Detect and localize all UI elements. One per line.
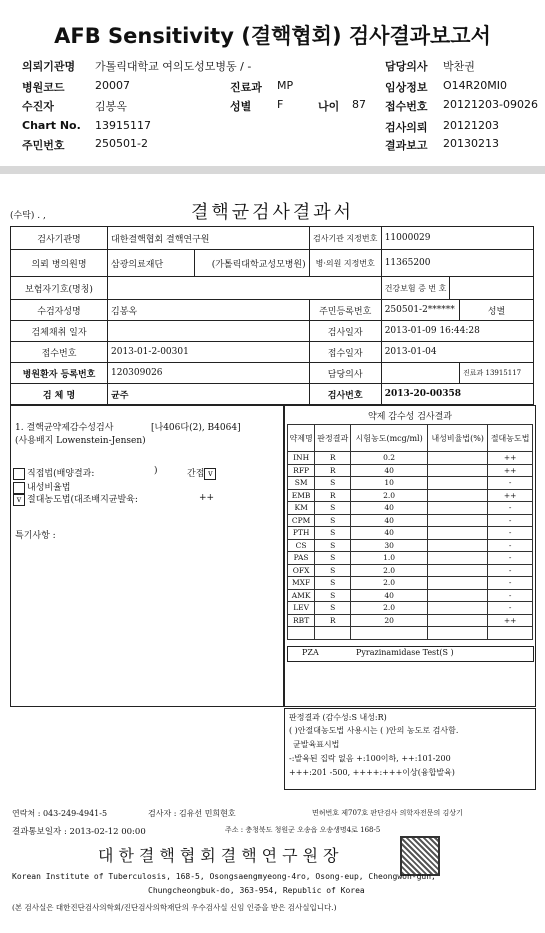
drug-cell <box>428 477 488 490</box>
drug-panel <box>284 405 536 707</box>
drug-cell: 30 <box>351 539 428 552</box>
pza-row <box>287 646 534 662</box>
testdate-value: 2013-01-09 16:44:28 <box>381 321 533 342</box>
drug-table <box>287 424 533 640</box>
drug-cell: CS <box>288 539 315 552</box>
accept-label: 접수번호 <box>11 342 108 363</box>
field-value: 20130213 <box>443 137 499 150</box>
drug-cell: R <box>315 614 351 627</box>
drug-cell <box>428 627 488 640</box>
drug-cell: - <box>488 527 533 540</box>
drug-cell: AMK <box>288 589 315 602</box>
report-title: AFB Sensitivity (결핵협회) 검사결과보고서 <box>54 24 491 48</box>
pza-label: PZA <box>302 648 319 657</box>
drug-cell: - <box>488 577 533 590</box>
drug-cell: OFX <box>288 564 315 577</box>
judgement-box <box>284 708 536 790</box>
drug-col-header: 시험농도(mcg/ml) <box>351 425 428 452</box>
drug-row <box>288 527 533 540</box>
drug-cell: 2.0 <box>351 602 428 615</box>
drug-cell: RBT <box>288 614 315 627</box>
drug-cell: - <box>488 514 533 527</box>
regno-label: 병원환자 등록번호 <box>11 363 108 384</box>
regno-value: 120309026 <box>108 363 310 384</box>
accept-value: 2013-01-2-00301 <box>108 342 310 363</box>
footer-address-en: Korean Institute of Tuberculosis, 168-5, Osongsaengmyeong-4ro, Osong-eup, Cheongwon-gun, <box>12 872 436 881</box>
drug-cell: 2.0 <box>351 564 428 577</box>
drug-row <box>288 489 533 502</box>
drug-cell: 2.0 <box>351 577 428 590</box>
drug-cell: SM <box>288 477 315 490</box>
sex-label: 성별 <box>459 300 533 321</box>
drug-cell: - <box>488 564 533 577</box>
field-label: 결과보고 <box>385 139 428 152</box>
drug-cell <box>351 627 428 640</box>
rrn-value: 250501-2****** <box>381 300 459 321</box>
field-value: MP <box>277 79 294 92</box>
notes-label: 특기사항 : <box>15 531 56 541</box>
drug-col-header: 절대농도법 <box>488 425 533 452</box>
field-value: 20121203 <box>443 119 499 132</box>
testdate-label: 검사일자 <box>309 321 381 342</box>
dept-value: 13915117 <box>485 369 522 377</box>
corner-label: (수탁) . , <box>10 211 46 221</box>
drug-cell: 20 <box>351 614 428 627</box>
footer-phone: 연락처 : 043-249-4941-5 <box>12 809 108 818</box>
drug-cell: 0.2 <box>351 452 428 465</box>
rrn-label: 주민등록번호 <box>309 300 381 321</box>
method-line1: 1. 결핵균약제감수성검사 <box>15 423 114 433</box>
acceptdate-label: 접수일자 <box>309 342 381 363</box>
opt-indirect: 간접 <box>187 469 205 479</box>
drug-cell: S <box>315 589 351 602</box>
hosp-code-value: 11365200 <box>381 250 533 277</box>
patient-label: 수검자성명 <box>11 300 108 321</box>
dept-label: 진료과 <box>462 369 484 377</box>
drug-cell: PAS <box>288 552 315 565</box>
method-panel <box>10 405 284 707</box>
field-label: 접수번호 <box>385 100 428 113</box>
drug-row <box>288 589 533 602</box>
drug-cell <box>315 627 351 640</box>
opt-direct: 직접법(배양결과: <box>27 469 95 479</box>
drug-cell: - <box>488 539 533 552</box>
judgement-line: +++:201 -500, ++++:+++이상(융합발육) <box>289 768 455 777</box>
hosp-label: 의뢰 병의원명 <box>11 250 108 277</box>
drug-row <box>288 539 533 552</box>
drug-row <box>288 627 533 640</box>
drug-cell: 1.0 <box>351 552 428 565</box>
field-value: O14R20MI0 <box>443 79 508 92</box>
drug-cell: 2.0 <box>351 489 428 502</box>
drug-cell <box>288 627 315 640</box>
field-value: 박찬권 <box>443 60 475 73</box>
footer-inspector: 검사자 : 김유선 민희현호 <box>148 809 236 818</box>
drug-cell <box>428 464 488 477</box>
drug-cell <box>428 564 488 577</box>
drug-cell: 40 <box>351 514 428 527</box>
drug-cell <box>428 577 488 590</box>
drug-cell <box>428 614 488 627</box>
field-value: 250501-2 <box>95 137 148 150</box>
official-seal <box>400 836 440 876</box>
drug-cell: S <box>315 602 351 615</box>
drug-cell: MXF <box>288 577 315 590</box>
drug-cell: 40 <box>351 464 428 477</box>
info-grid <box>10 226 534 405</box>
drug-cell <box>428 502 488 515</box>
opt-direct-close: ) <box>154 466 158 476</box>
hosp-sub: (가톨릭대학교성모병원) <box>195 250 310 277</box>
field-value: 김봉옥 <box>95 100 127 113</box>
drug-cell: S <box>315 514 351 527</box>
footer-address-en2: Chungcheongbuk-do, 363-954, Republic of Korea <box>148 886 365 895</box>
field-label: 검사의뢰 <box>385 121 428 134</box>
drug-cell: 40 <box>351 502 428 515</box>
acceptdate-value: 2013-01-04 <box>381 342 533 363</box>
drug-cell: PTH <box>288 527 315 540</box>
drug-cell <box>428 589 488 602</box>
drug-cell <box>488 627 533 640</box>
field-label: 임상정보 <box>385 81 428 94</box>
specimen-label: 검 체 명 <box>11 384 108 405</box>
drug-cell: - <box>488 552 533 565</box>
drug-row <box>288 614 533 627</box>
divider <box>0 166 545 174</box>
drug-cell: ++ <box>488 452 533 465</box>
hosp-value: 삼광의료재단 <box>108 250 195 277</box>
method-code: [나406다(2), B4064] <box>151 423 241 433</box>
drug-row <box>288 602 533 615</box>
field-label: 의뢰기관명 <box>22 60 76 73</box>
drug-cell: ++ <box>488 489 533 502</box>
opt-absolute: 절대농도법(대조배지균발육: <box>27 495 138 505</box>
field-value: 20007 <box>95 79 130 92</box>
drug-cell <box>428 489 488 502</box>
drug-col-header: 약제명 <box>288 425 315 452</box>
drug-cell: S <box>315 502 351 515</box>
footer-org: 대한결핵협회결핵연구원장 <box>98 846 344 865</box>
method-medium: (사용배지 Lowenstein-Jensen) <box>15 436 146 446</box>
code-value: 11000029 <box>381 227 533 250</box>
drug-cell: 10 <box>351 477 428 490</box>
scan-title: 결핵균검사결과서 <box>190 202 355 223</box>
drug-cell: - <box>488 477 533 490</box>
judgement-line: ( )안절대농도법 사용시는 ( )안의 농도로 검사함. <box>289 726 459 735</box>
drug-cell: LEV <box>288 602 315 615</box>
field-label: 진료과 <box>230 81 262 94</box>
drug-row <box>288 577 533 590</box>
drug-cell: R <box>315 464 351 477</box>
field-value: F <box>277 98 284 111</box>
testno-value: 2013-20-00358 <box>381 384 533 405</box>
drug-row <box>288 552 533 565</box>
field-label: 병원코드 <box>22 81 65 94</box>
field-label: Chart No. <box>22 119 81 132</box>
opt-absolute-growth: ++ <box>199 493 215 503</box>
drug-cell <box>428 539 488 552</box>
insur-label: 보험자기호(명칭) <box>11 277 108 300</box>
testno-label: 검사번호 <box>309 384 381 405</box>
drug-cell: S <box>315 539 351 552</box>
footer-address: 주소 : 충청북도 청원군 오송읍 오송생명4로 168-5 <box>225 826 381 834</box>
pza-value: Pyrazinamidase Test(S ) <box>356 648 454 657</box>
drug-cell <box>428 527 488 540</box>
code-label: 검사기관 지정번호 <box>309 227 381 250</box>
footer-license: 면허번호 제707호 판단검사 의학자전문의 김상기 <box>312 809 463 817</box>
inst-value: 대한결핵협회 결핵연구원 <box>108 227 310 250</box>
drug-cell: KM <box>288 502 315 515</box>
drug-row <box>288 464 533 477</box>
field-label: 나이 <box>318 100 340 113</box>
absolute-checkbox[interactable]: v <box>13 494 25 506</box>
field-label: 성별 <box>230 100 252 113</box>
drug-cell <box>428 602 488 615</box>
drug-cell: S <box>315 527 351 540</box>
drug-col-header: 판정결과 <box>315 425 351 452</box>
field-value: 가톨릭대학교 여의도성모병동 / - <box>95 60 252 73</box>
drug-cell: INH <box>288 452 315 465</box>
patient-value: 김봉옥 <box>108 300 310 321</box>
drug-col-header: 내성비율법(%) <box>428 425 488 452</box>
drug-cell: RFP <box>288 464 315 477</box>
drug-cell <box>428 452 488 465</box>
drug-cell <box>428 514 488 527</box>
drug-cell: 40 <box>351 589 428 602</box>
judgement-line: 균발육표시법 <box>293 740 340 749</box>
field-value: 87 <box>352 98 366 111</box>
drug-cell: CPM <box>288 514 315 527</box>
drug-cell: ++ <box>488 464 533 477</box>
field-label: 수진자 <box>22 100 54 113</box>
drug-table-title: 약제 감수성 검사결과 <box>368 412 452 422</box>
drug-cell: S <box>315 564 351 577</box>
opt-proportion: 내성비율법 <box>27 483 71 493</box>
drug-row <box>288 452 533 465</box>
field-label: 주민번호 <box>22 139 65 152</box>
field-value: 20121203-09026 <box>443 98 538 111</box>
drug-row <box>288 564 533 577</box>
inst-label: 검사기관명 <box>11 227 108 250</box>
drug-cell: S <box>315 477 351 490</box>
drug-cell: S <box>315 577 351 590</box>
indirect-checkbox[interactable]: v <box>204 468 216 480</box>
hosp-code-label: 병·의원 지정번호 <box>309 250 381 277</box>
drug-cell: - <box>488 589 533 602</box>
drug-row <box>288 514 533 527</box>
drug-cell <box>428 552 488 565</box>
judgement-line: -:발육된 집락 없음 +:100이하, ++:101-200 <box>289 754 451 763</box>
insur-right-label: 건강보험 증 번 호 <box>381 277 450 300</box>
collect-label: 검체채취 일자 <box>11 321 108 342</box>
drug-row <box>288 477 533 490</box>
drug-cell: ++ <box>488 614 533 627</box>
footer-report-date: 결과통보일자 : 2013-02-12 00:00 <box>12 827 146 837</box>
drug-cell: R <box>315 452 351 465</box>
drug-row <box>288 502 533 515</box>
drug-cell: - <box>488 602 533 615</box>
judgement-line: 판정결과 (감수성:S 내성:R) <box>289 713 387 722</box>
drug-cell: R <box>315 489 351 502</box>
drug-cell: - <box>488 502 533 515</box>
footer-cert: (본 검사실은 대한진단검사의학회/진단검사의학재단의 우수검사실 신임 인증을 받은 검사실입니다.) <box>12 903 337 912</box>
doctor-label: 담당의사 <box>309 363 381 384</box>
drug-cell: EMB <box>288 489 315 502</box>
specimen-value: 균주 <box>108 384 310 405</box>
drug-cell: S <box>315 552 351 565</box>
direct-checkbox[interactable] <box>13 468 25 480</box>
field-value: 13915117 <box>95 119 151 132</box>
field-label: 담당의사 <box>385 60 428 73</box>
drug-cell: 40 <box>351 527 428 540</box>
